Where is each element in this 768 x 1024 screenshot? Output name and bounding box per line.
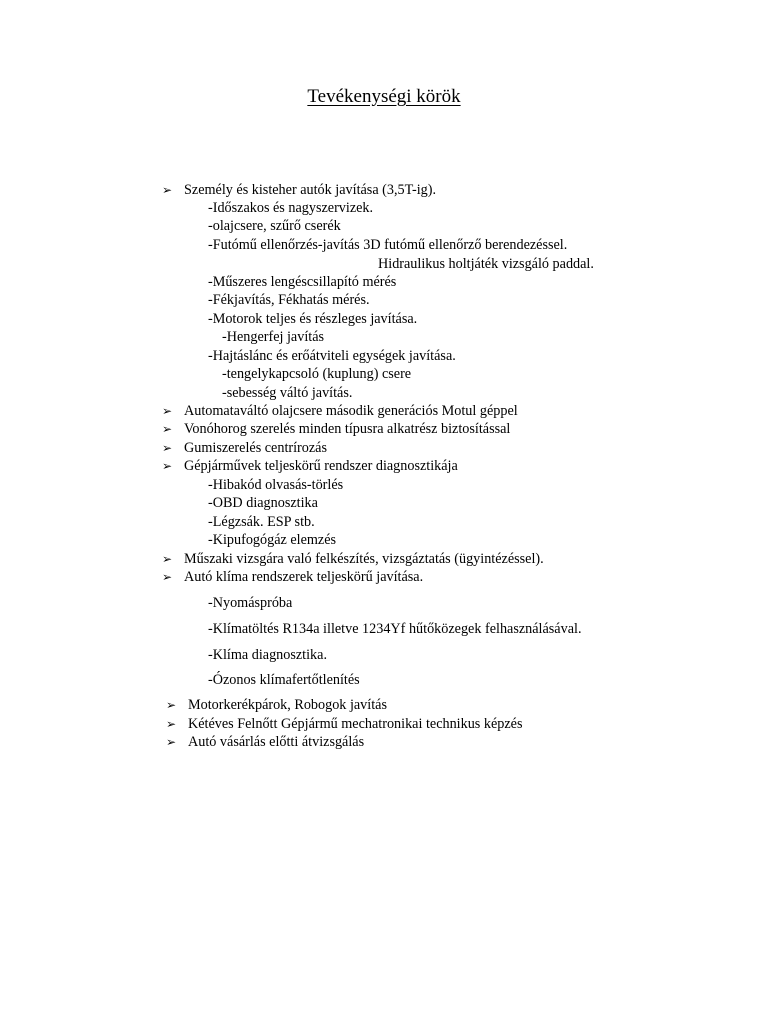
sub-item: -Ózonos klímafertőtlenítés (208, 672, 360, 688)
sub-item: -Kipufogógáz elemzés (208, 532, 337, 548)
list-item: Autó klíma rendszerek teljeskörű javítása. (184, 569, 424, 585)
sub-item: -Motorok teljes és részleges javítása. (208, 311, 418, 327)
sub-item: -Nyomáspróba (208, 595, 293, 611)
sub-item: -olajcsere, szűrő cserék (208, 218, 341, 234)
sub-item: -Hibakód olvasás-törlés (208, 477, 344, 493)
sub-sub-item: -sebesség váltó javítás. (222, 385, 353, 401)
sub-item: -Klíma diagnosztika. (208, 647, 327, 663)
list-item: Gépjárművek teljeskörű rendszer diagnosztikája (184, 458, 458, 474)
list-item: Műszaki vizsgára való felkészítés, vizsgáztatás (ügyintézéssel). (184, 551, 544, 567)
sub-item: -Műszeres lengéscsillapító mérés (208, 274, 397, 290)
page-title: Tevékenységi körök (307, 86, 461, 107)
list-item: Kétéves Felnőtt Gépjármű mechatronikai technikus képzés (188, 716, 523, 732)
bullet-icon: ➢ (162, 552, 173, 566)
bullet-icon: ➢ (166, 698, 177, 712)
bullet-icon: ➢ (162, 422, 173, 436)
sub-sub-item: -Hengerfej javítás (222, 329, 325, 345)
bullet-icon: ➢ (162, 459, 173, 473)
sub-item: -Klímatöltés R134a illetve 1234Yf hűtőközegek felhasználásával. (208, 621, 582, 637)
list-item: Autó vásárlás előtti átvizsgálás (188, 734, 365, 750)
list-item: Gumiszerelés centrírozás (184, 440, 327, 456)
list-item: Vonóhorog szerelés minden típusra alkatrész biztosítással (184, 421, 511, 437)
sub-item: -Légzsák. ESP stb. (208, 514, 315, 530)
bullet-icon: ➢ (162, 183, 173, 197)
list-item: Személy és kisteher autók javítása (3,5T-ig). (184, 182, 437, 198)
bullet-icon: ➢ (166, 717, 177, 731)
list-item: Automataváltó olajcsere második generációs Motul géppel (184, 403, 518, 419)
bullet-icon: ➢ (162, 441, 173, 455)
bullet-icon: ➢ (166, 735, 177, 749)
sub-item: Hidraulikus holtjáték vizsgáló paddal. (378, 256, 594, 272)
sub-item: -Időszakos és nagyszervizek. (208, 200, 374, 216)
sub-item: -Futómű ellenőrzés-javítás 3D futómű ellenőrző berendezéssel. (208, 237, 568, 253)
list-item: Motorkerékpárok, Robogok javítás (188, 697, 387, 713)
sub-item: -Fékjavítás, Fékhatás mérés. (208, 292, 370, 308)
sub-sub-item: -tengelykapcsoló (kuplung) csere (222, 366, 412, 382)
bullet-icon: ➢ (162, 404, 173, 418)
sub-item: -OBD diagnosztika (208, 495, 318, 511)
sub-item: -Hajtáslánc és erőátviteli egységek javítása. (208, 348, 456, 364)
bullet-icon: ➢ (162, 570, 173, 584)
